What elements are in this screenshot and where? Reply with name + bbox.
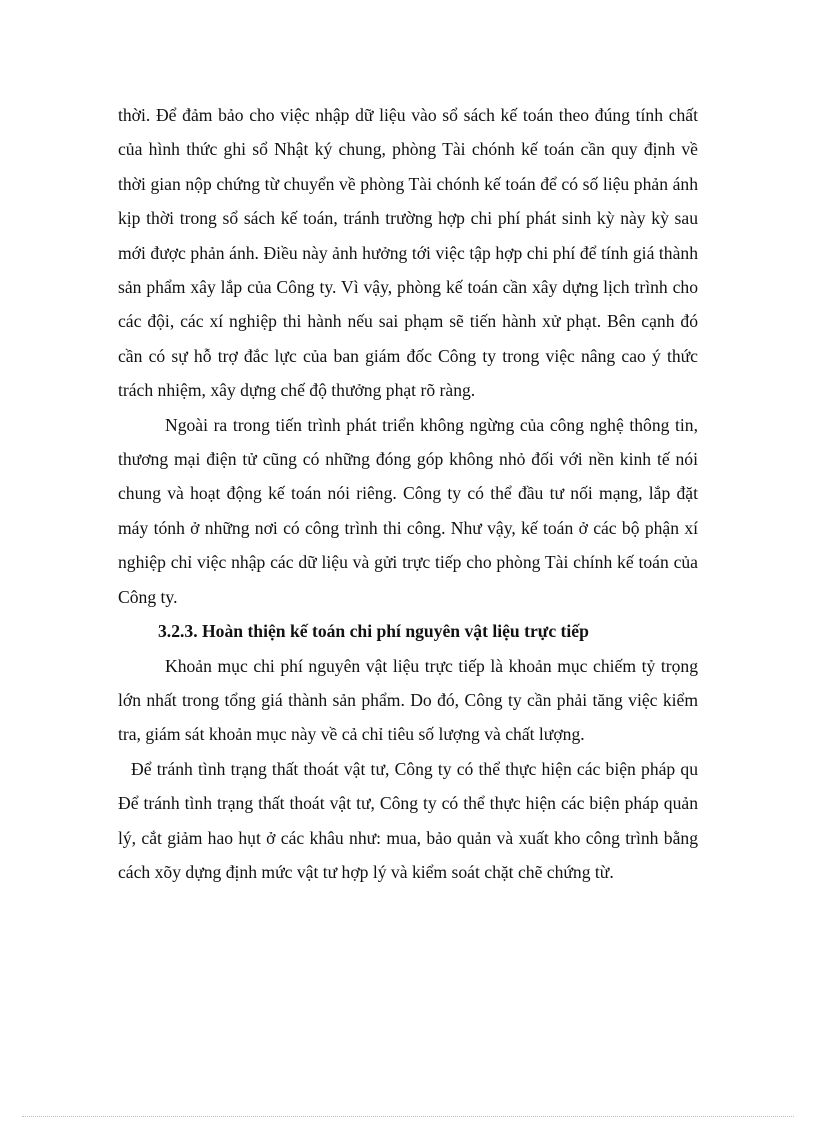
footer-divider bbox=[22, 1116, 794, 1117]
paragraph-material-cost: Khoản mục chi phí nguyên vật liệu trực tiếp là khoản mục chiếm tỷ trọng lớn nhất trong tổng giá thành sản phẩm. Do đó, Công ty cần phải tăng việc kiểm tra, giám sát khoản mục này về cả chỉ tiêu số lượng và chất lượng. bbox=[118, 655, 698, 745]
paragraph-it-development: Ngoài ra trong tiến trình phát triển không ngừng của công nghệ thông tin, thương mại điện tử cũng có những đóng góp không nhỏ đối với nền kinh tế nói chung và hoạt động kế toán nói riêng. Công ty có thể đầu tư nối mạng, lắp đặt máy tónh ở những nơi có công trình thi công. Như vậy, kế toán ở các bộ phận xí nghiệp chỉ việc nhập các dữ liệu và gửi trực tiếp cho phòng Tài chính kế toán của Công ty. bbox=[118, 414, 698, 607]
document-body bbox=[118, 98, 734, 889]
paragraph-continuation: thời. Để đảm bảo cho việc nhập dữ liệu vào sổ sách kế toán theo đúng tính chất của hình thức ghi sổ Nhật ký chung, phòng Tài chónh kế toán cần quy định về thời gian nộp chứng từ chuyển về phòng Tài chónh kế toán để có số liệu phản ánh kịp thời trong sổ sách kế toán, tránh trường hợp chi phí phát sinh kỳ này kỳ sau mới được phản ánh. Điều này ảnh hưởng tới việc tập hợp chi phí để tính giá thành sản phẩm xây lắp của Công ty. Vì vậy, phòng kế toán cần xây dựng lịch trình cho các đội, các xí nghiệp thi hành nếu sai phạm sẽ tiến hành xử phạt. Bên cạnh đó cần có sự hỗ trợ đắc lực của ban giám đốc Công ty trong việc nâng cao ý thức trách nhiệm, xây dựng chế độ thưởng phạt rõ ràng. bbox=[118, 105, 698, 401]
section-heading: 3.2.3. Hoàn thiện kế toán chi phí nguyên vật liệu trực tiếp bbox=[158, 621, 589, 642]
paragraph-material-loss: Để tránh tình trạng thất thoát vật tư, Công ty có thể thực hiện các biện pháp qu Để tránh tình trạng thất thoát vật tư, Công ty có thể thực hiện các biện pháp quản lý, cắt giảm hao hụt ở các khâu như: mua, bảo quản và xuất kho công trình bằng cách xõy dựng định mức vật tư hợp lý và kiểm soát chặt chẽ chứng từ. bbox=[118, 758, 734, 882]
